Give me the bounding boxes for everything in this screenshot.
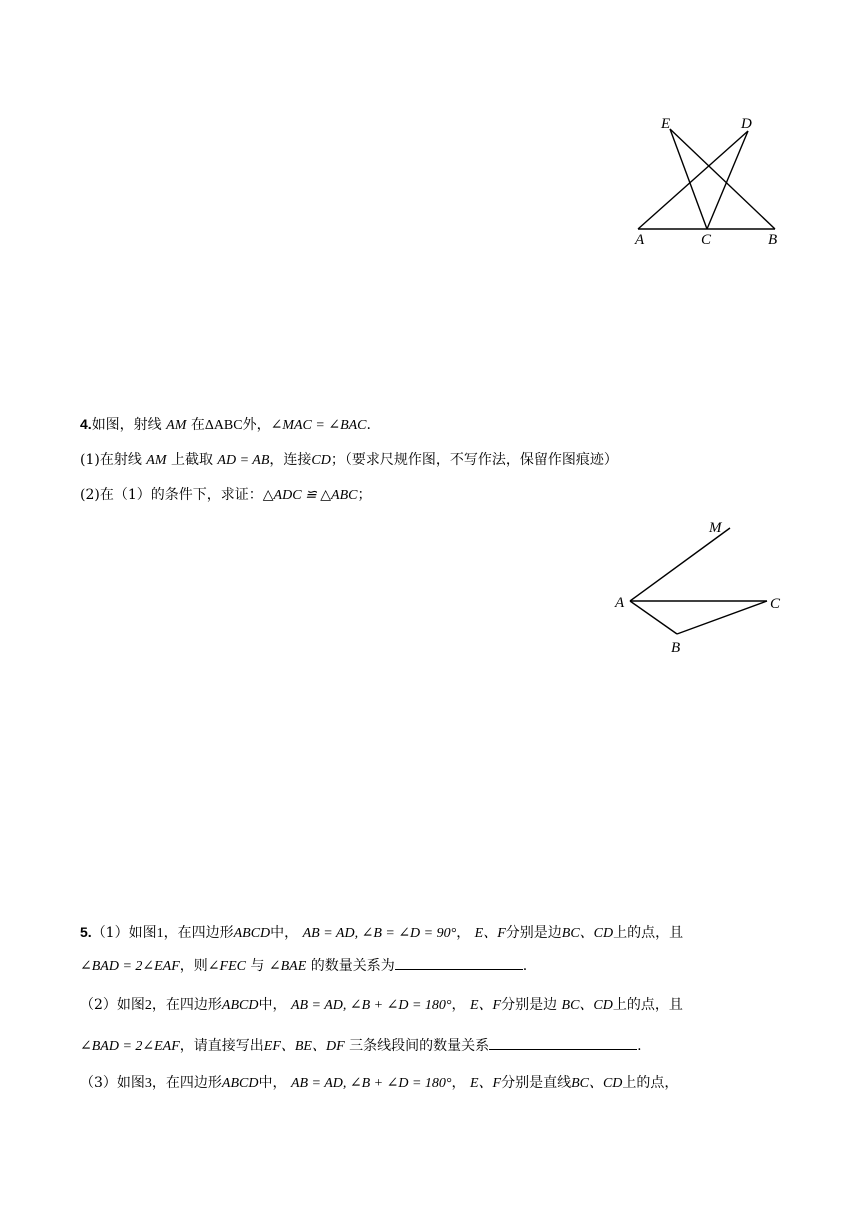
q4-math: AM <box>146 453 167 468</box>
q5-part2-line1 <box>80 995 683 1016</box>
q5-text: ，在四边形 <box>151 1075 222 1091</box>
q5-math: E、F <box>469 998 502 1013</box>
q5-text: 三条线段间的数量关系 <box>349 1038 490 1054</box>
q5-part3-line1 <box>80 1073 678 1094</box>
figure-1-diagram <box>620 105 800 255</box>
q5-text: 如图 <box>116 997 145 1013</box>
q5-number: 5. <box>80 924 92 940</box>
q5-math: ABCD <box>221 1076 259 1091</box>
q5-text: 分别是边 <box>501 997 558 1013</box>
q5-text: ，请直接写出 <box>179 1038 264 1054</box>
q4-math: AM <box>166 418 187 433</box>
q4-text: 在射线 <box>99 452 142 468</box>
q4-text: . <box>366 417 371 433</box>
q4-text: 如图，射线 <box>91 417 162 433</box>
label-A: A <box>635 232 645 248</box>
q4-text: 在 <box>190 417 205 433</box>
q5-text: ， <box>451 997 466 1013</box>
q4-part1 <box>80 450 618 471</box>
q5-text: 如图 <box>116 1075 145 1091</box>
q5-math: E、F <box>469 1076 502 1091</box>
q5-text: 上的点，且 <box>612 997 683 1013</box>
q5-text: 与 <box>250 958 265 974</box>
q4-text: ； <box>357 487 372 503</box>
label-E: E <box>661 116 671 132</box>
q5-condition: ∠BAD = 2∠EAF <box>80 959 180 974</box>
q4-number: 4. <box>80 416 92 432</box>
segment-EC <box>670 129 707 229</box>
q5-text: 如图 <box>128 925 157 941</box>
q4-condition: ∠MAC = ∠BAC <box>270 418 367 433</box>
label-C: C <box>701 232 712 248</box>
segment-BC <box>677 601 767 634</box>
label-C: C <box>770 596 781 612</box>
q5-text: ，在四边形 <box>163 925 234 941</box>
label-D: D <box>741 116 752 132</box>
q5-condition: AB = AD, ∠B + ∠D = 180° <box>290 998 452 1013</box>
q5-math: ∠FEC <box>207 959 246 974</box>
q5-math: ABCD <box>233 926 271 941</box>
q5-text: ， <box>451 1075 466 1091</box>
segment-CD <box>707 131 748 229</box>
q5-text: 上的点， <box>622 1075 679 1091</box>
q5-math: BC、CD <box>561 926 614 941</box>
q5-figure-ref: 2 <box>144 998 152 1013</box>
q4-part2 <box>80 485 371 506</box>
q5-math: BC、CD <box>561 998 613 1013</box>
q4-stem <box>80 414 371 436</box>
q5-part2-line2 <box>80 1035 642 1057</box>
q5-part3-label: （3） <box>80 1075 117 1091</box>
q5-text: ， <box>456 925 471 941</box>
q5-math: BC、CD <box>571 1076 623 1091</box>
answer-blank-1[interactable] <box>395 955 523 970</box>
q4-part1-label: (1) <box>80 452 100 468</box>
q4-part2-label: (2) <box>80 487 100 503</box>
label-A: A <box>615 595 625 611</box>
q4-math: AD = AB <box>217 453 270 468</box>
q4-text: 在（1）的条件下，求证： <box>99 487 263 503</box>
q5-text: 中， <box>270 925 299 941</box>
q5-condition: ∠BAD = 2∠EAF <box>80 1039 180 1054</box>
q4-text: ；（要求尺规作图，不写作法，保留作图痕迹） <box>330 452 618 468</box>
q5-text: 中， <box>258 997 287 1013</box>
q5-math: ∠BAE <box>268 959 307 974</box>
q5-text: . <box>522 958 528 974</box>
segment-AD <box>638 131 748 229</box>
q5-text: 上的点，且 <box>613 925 684 941</box>
q4-math: △ADC ≌ △ABC <box>262 488 358 503</box>
label-B: B <box>768 232 778 248</box>
label-B: B <box>671 640 681 656</box>
q4-text: 上截取 <box>170 452 213 468</box>
q5-part1-line2 <box>80 955 527 977</box>
q5-condition: AB = AD, ∠B = ∠D = 90° <box>302 926 457 941</box>
q5-text: . <box>637 1038 642 1054</box>
label-M: M <box>709 520 722 536</box>
q5-text: 的数量关系为 <box>310 958 395 974</box>
q5-text: 中， <box>258 1075 287 1091</box>
q5-figure-ref: 1 <box>156 926 164 941</box>
answer-blank-2[interactable] <box>489 1035 637 1050</box>
q5-math: ABCD <box>221 998 259 1013</box>
q5-part1-line1 <box>80 922 683 944</box>
q4-math: CD <box>311 453 331 468</box>
q5-text: 分别是边 <box>505 925 562 941</box>
q5-text: 分别是直线 <box>501 1075 572 1091</box>
q5-text: ，则 <box>179 958 208 974</box>
q5-math: E、F <box>474 926 506 941</box>
q4-text: 外， <box>242 417 271 433</box>
ray-AM <box>630 528 730 601</box>
q5-figure-ref: 3 <box>144 1076 152 1091</box>
q5-part1-label: （1） <box>91 925 129 941</box>
q5-math: EF、BE、DF <box>263 1039 345 1054</box>
segment-EB <box>670 129 775 229</box>
q5-condition: AB = AD, ∠B + ∠D = 180° <box>290 1076 452 1091</box>
q4-math: ΔABC <box>204 418 243 433</box>
q5-part2-label: （2） <box>80 997 117 1013</box>
figure-2-diagram <box>605 512 795 662</box>
q4-text: ，连接 <box>269 452 312 468</box>
segment-AB <box>630 601 677 634</box>
q5-text: ，在四边形 <box>151 997 222 1013</box>
